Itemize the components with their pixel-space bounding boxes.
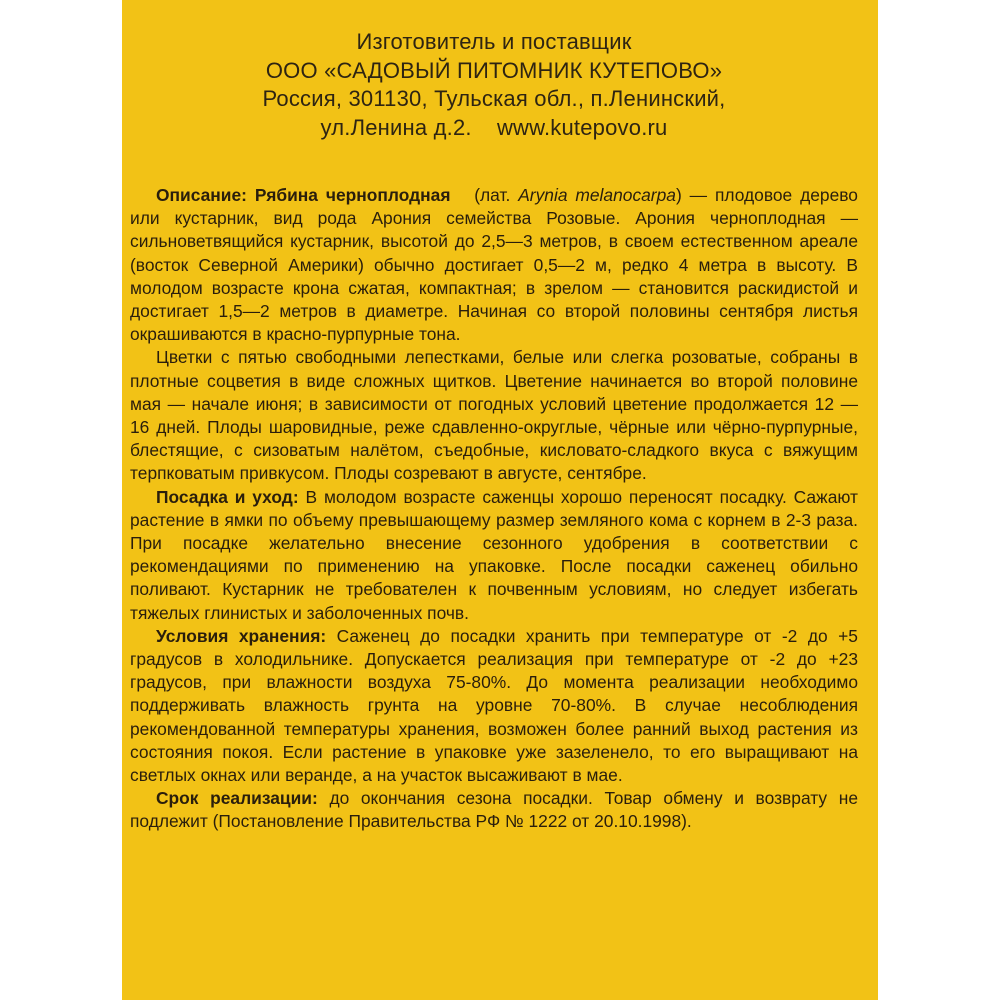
description-heading: Описание: Рябина черноплодная [156,185,451,205]
company-name: ООО «САДОВЫЙ ПИТОМНИК КУТЕПОВО» [265,57,723,83]
company-address-street [130,114,858,143]
flowering-paragraph: Цветки с пятью свободными лепестками, белые или слегка розоватые, собраны в плотные соцветия в виде сложных щитков. Цветение начинается во второй половине мая — начале июня; в зависимости от погодных условий цветение продолжается 12 — 16 дней. Плоды шаровидные, реже сдавленно-округлые, чёрные или чёрно-пурпурные, блестящие, с сизоватым налётом, съедобные, кисловато-сладкого вкуса с вяжущим терпковатым привкусом. Плоды созревают в августе, сентябре. [130,347,858,484]
sale-period-heading: Срок реализации: [156,788,318,809]
storage-heading: Условия хранения: [156,625,327,646]
description-text: ) — плодовое дерево или кустарник, вид рода Арония семейства Розовые. Арония черноплодная — сильноветвящийся кустарник, высотой до 2,5—3 метров, в своем естественном ареале (восток Северной Америки) обычно достигает 0,5—2 м, редко 4 метра в высоту. В молодом возрасте крона сжатая, компактная; в зрелом — становится раскидистой и достигает 1,5—2 метров в диаметре. Начиная со второй половины сентября листья окрашиваются в красно-пурпурные тона. [130,185,858,345]
storage-paragraph [130,625,858,787]
manufacturer-block [130,28,858,142]
storage-text: Саженец до посадки хранить при температуре от -2 до +5 градусов в холодильнике. Допускается реализация при температуре от -2 до +23 градусов, при влажности воздуха 75-80%. До момента реализации необходимо поддерживать влажность грунта на уровне 70-80%. В случае несоблюдения рекомендованной температуры хранения, возможен более ранний выход растения из состояния покоя. Если растение в упаковке уже зазеленело, то его выращивают на светлых окнах или веранде, а на участок высаживают в мае. [130,625,858,786]
sale-period-text: до окончания сезона посадки. Товар обмену и возврату не подлежит (Постановление Правительства РФ № 1222 от 20.10.1998). [130,788,858,832]
street-address: ул.Ленина д.2. [320,114,472,140]
description-paragraph [130,184,858,346]
label-page [122,0,878,1000]
planting-paragraph [130,486,858,625]
planting-text: В молодом возрасте саженцы хорошо переносят посадку. Сажают растение в ямки по объему превышающему размер земляного кома с корнем в 2-3 раза. При посадке желательно внесение сезонного удобрения в соответствии с рекомендациями по применению на упаковке. После посадки саженец обильно поливают. Кустарник не требователен к почвенным условиям, но следует избегать тяжелых глинистых и заболоченных почв. [130,486,858,623]
company-address: Россия, 301130, Тульская обл., п.Ленинский, [262,86,726,111]
sale-period-paragraph [130,787,858,833]
website-link: www.kutepovo.ru [496,114,668,140]
manufacturer-title: Изготовитель и поставщик [356,29,632,54]
product-description [130,184,858,834]
planting-heading: Посадка и уход: [156,486,299,507]
latin-prefix: (лат. [474,185,511,205]
latin-name: Arynia melanocarpa [518,185,676,205]
